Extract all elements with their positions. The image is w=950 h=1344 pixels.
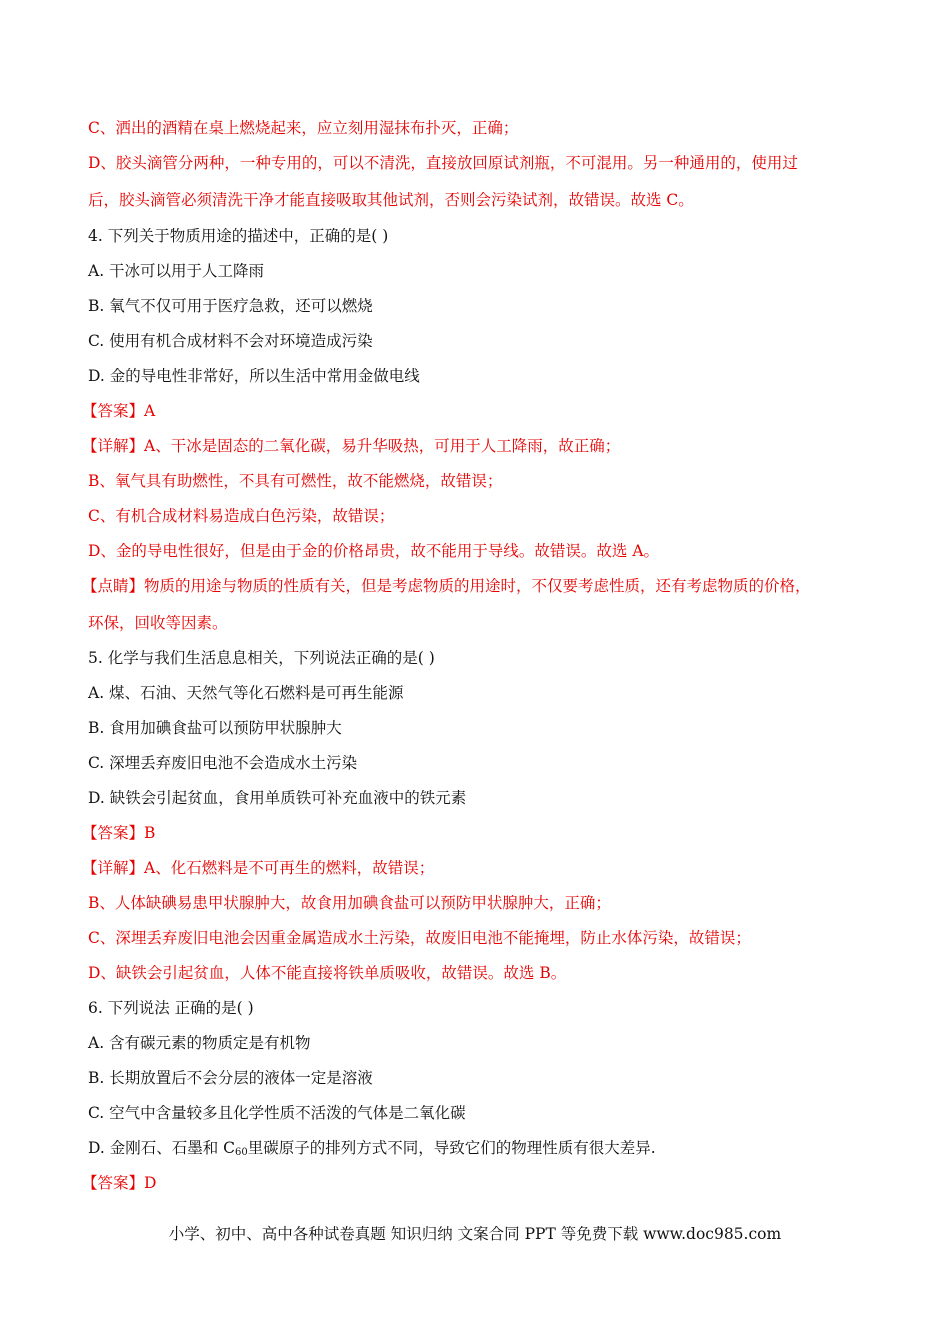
comment-line — [82, 576, 862, 596]
explanation-text: A、化石燃料是不可再生的燃料，故错误； — [144, 859, 435, 877]
question-4-option-d: D. 金的导电性非常好，所以生活中常用金做电线 — [88, 367, 420, 385]
question-5-option-b: B. 食用加碘食盐可以预防甲状腺肿大 — [88, 719, 342, 737]
answer-value: B — [144, 824, 156, 842]
explanation-tag: 【详解】 — [82, 437, 145, 455]
question-6-option-d — [88, 1138, 868, 1163]
question-4-stem: 4. 下列关于物质用途的描述中，正确的是( ) — [88, 227, 389, 245]
text-line: C、深埋丢弃废旧电池会因重金属造成水土污染，故废旧电池不能掩埋，防止水体污染，故错误； — [88, 929, 751, 947]
question-5-option-d: D. 缺铁会引起贫血，食用单质铁可补充血液中的铁元素 — [88, 789, 467, 807]
explanation-line — [82, 436, 862, 456]
explanation-tag: 【详解】 — [82, 859, 145, 877]
answer-value: A — [144, 402, 156, 420]
text-line: D、缺铁会引起贫血，人体不能直接将铁单质吸收，故错误。故选 B。 — [88, 964, 567, 982]
text-line: C、洒出的酒精在桌上燃烧起来，应立刻用湿抹布扑灭，正确； — [88, 119, 519, 137]
explanation-line — [82, 858, 862, 878]
question-5-option-a: A. 煤、石油、天然气等化石燃料是可再生能源 — [88, 684, 404, 702]
question-6-option-c: C. 空气中含量较多且化学性质不活泼的气体是二氧化碳 — [88, 1104, 466, 1122]
answer-line — [82, 823, 862, 843]
answer-line — [82, 1173, 862, 1193]
text-line: B、氧气具有助燃性，不具有可燃性，故不能燃烧，故错误； — [88, 472, 503, 490]
option-text-pre: D. 金刚石、石墨和 C — [88, 1139, 236, 1157]
question-6-option-a: A. 含有碳元素的物质定是有机物 — [88, 1034, 311, 1052]
question-5-option-c: C. 深埋丢弃废旧电池不会造成水土污染 — [88, 754, 358, 772]
explanation-text: A、干冰是固态的二氧化碳，易升华吸热，可用于人工降雨，故正确； — [144, 437, 621, 455]
answer-tag: 【答案】 — [82, 402, 145, 420]
question-5-stem: 5. 化学与我们生活息息相关，下列说法正确的是( ) — [88, 649, 435, 667]
comment-tag: 【点睛】 — [82, 577, 145, 595]
comment-text: 物质的用途与物质的性质有关，但是考虑物质的用途时，不仅要考虑性质，还有考虑物质的价格， — [144, 577, 811, 595]
text-line: 环保，回收等因素。 — [88, 614, 228, 632]
text-line: D、胶头滴管分两种，一种专用的，可以不清洗，直接放回原试剂瓶，不可混用。另一种通用的，使用过 — [88, 154, 798, 172]
page-footer: 小学、初中、高中各种试卷真题 知识归纳 文案合同 PPT 等免费下载 www.doc985.com — [168, 1225, 782, 1243]
question-4-option-a: A. 干冰可以用于人工降雨 — [88, 262, 265, 280]
text-line: 后，胶头滴管必须清洗干净才能直接吸取其他试剂，否则会污染试剂，故错误。故选 C。 — [88, 191, 694, 209]
answer-tag: 【答案】 — [82, 1174, 145, 1192]
question-4-option-c: C. 使用有机合成材料不会对环境造成污染 — [88, 332, 373, 350]
question-6-option-b: B. 长期放置后不会分层的液体一定是溶液 — [88, 1069, 373, 1087]
c60-subscript: 60 — [235, 1147, 248, 1158]
question-6-stem: 6. 下列说法 正确的是( ) — [88, 999, 254, 1017]
question-4-option-b: B. 氧气不仅可用于医疗急救，还可以燃烧 — [88, 297, 373, 315]
answer-line — [82, 401, 862, 421]
text-line: C、有机合成材料易造成白色污染，故错误； — [88, 507, 395, 525]
option-text-post: 里碳原子的排列方式不同，导致它们的物理性质有很大差异. — [247, 1139, 656, 1157]
text-line: B、人体缺碘易患甲状腺肿大，故食用加碘食盐可以预防甲状腺肿大，正确； — [88, 894, 611, 912]
text-line: D、金的导电性很好，但是由于金的价格昂贵，故不能用于导线。故错误。故选 A。 — [88, 542, 660, 560]
answer-tag: 【答案】 — [82, 824, 145, 842]
answer-value: D — [144, 1174, 157, 1192]
